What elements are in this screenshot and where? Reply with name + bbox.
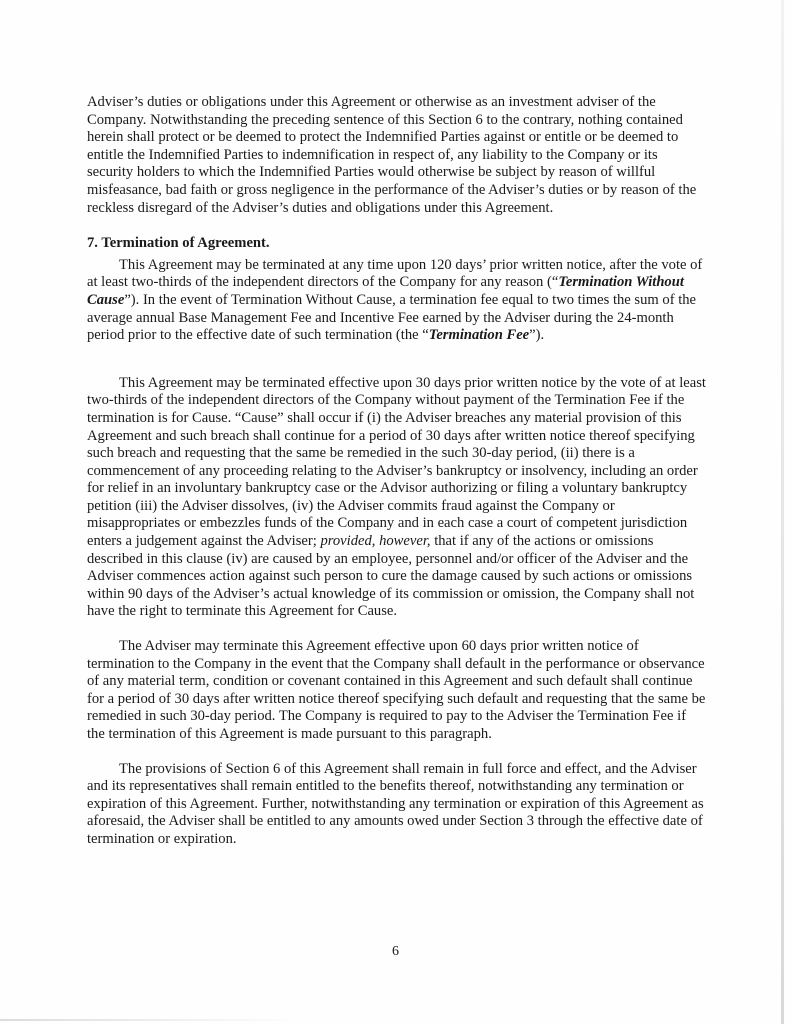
para2-text-b: that if any of the actions or omissions described in this clause (iv) are caused by an employee, personnel and/or officer of the Adviser and the Adviser commences action against such person to cure the damage caused by such actions or omissions within 90 days of the Adviser’s actual knowledge of its commission or omission, the Company shall not have the right to terminate this Agreement for Cause. [87, 533, 695, 620]
para2-text-a: This Agreement may be terminated effective upon 30 days prior written notice by the vote of at least two-thirds of the independent directors of the Company without payment of the Termination Fee if the termination is for Cause. “Cause” shall occur if (i) the Adviser breaches any material provision of this Agreement and such breach shall continue for a period of 30 days after written notice thereof specifying such breach and requesting that the same be remedied in the such 30-day period, (ii) there is a commencement of any proceeding relating to the Adviser’s bankruptcy or insolvency, including an order for relief in an involuntary bankruptcy case or the Advisor authorizing or filing a voluntary bankruptcy petition (iii) the Adviser dissolves, (iv) the Adviser commits fraud against the Company or misappropriates or embezzles funds of the Company and in each case a court of competent jurisdiction enters a judgement against the Adviser; [87, 374, 706, 550]
para1-text-a: This Agreement may be terminated at any time upon 120 days’ prior written notice, after the vote of at least two-thirds of the independent directors of the Company for any reason (“ [87, 256, 703, 291]
section-heading: 7. Termination of Agreement. [87, 235, 270, 252]
document-body [87, 94, 707, 849]
scan-edge-right [781, 0, 784, 1024]
adviser-termination-paragraph: The Adviser may terminate this Agreement effective upon 60 days prior written notice of termination to the Company in the event that the Company shall default in the performance or observance of any material term, condition or covenant contained in this Agreement and such default shall continue for a period of 30 days after written notice thereof specifying such default and requesting that the same be remedied in such 30-day period. The Company is required to pay to the Adviser the Termination Fee if the termination of this Agreement is made pursuant to this paragraph. [87, 638, 706, 742]
page-number: 6 [392, 944, 399, 959]
termination-for-cause-paragraph [87, 375, 707, 621]
defined-term-termination-fee: Termination Fee [428, 327, 530, 344]
defined-term-termination-without-cause: Termination Without Cause [87, 274, 684, 308]
scan-edge-bottom [0, 1019, 300, 1021]
para1-text-c: ”). [529, 327, 545, 344]
proviso-italic: provided, however, [320, 533, 431, 550]
survival-paragraph: The provisions of Section 6 of this Agreement shall remain in full force and effect, and the Adviser and its representatives shall remain entitled to the benefits thereof, notwithstanding any termination or expiration of this Agreement. Further, notwithstanding any termination or expiration of this Agreement as aforesaid, the Adviser shall be entitled to any amounts owed under Section 3 through the effective date of termination or expiration. [87, 760, 704, 847]
termination-without-cause-paragraph [87, 257, 707, 345]
para1-text-b: ”). In the event of Termination Without Cause, a termination fee equal to two times the sum of the average annual Base Management Fee and Incentive Fee earned by the Adviser during the 24-month period prior to the effective date of such termination (the “ [87, 291, 697, 344]
continuation-paragraph: Adviser’s duties or obligations under this Agreement or otherwise as an investment adviser of the Company. Notwithstanding the preceding sentence of this Section 6 to the contrary, nothing contained herein shall protect or be deemed to protect the Indemnified Parties against or entitle or be deemed to entitle the Indemnified Parties to indemnification in respect of, any liability to the Company or its security holders to which the Indemnified Parties would otherwise be subject by reason of willful misfeasance, bad faith or gross negligence in the performance of the Adviser’s duties or by reason of the reckless disregard of the Adviser’s duties and obligations under this Agreement. [87, 94, 697, 216]
